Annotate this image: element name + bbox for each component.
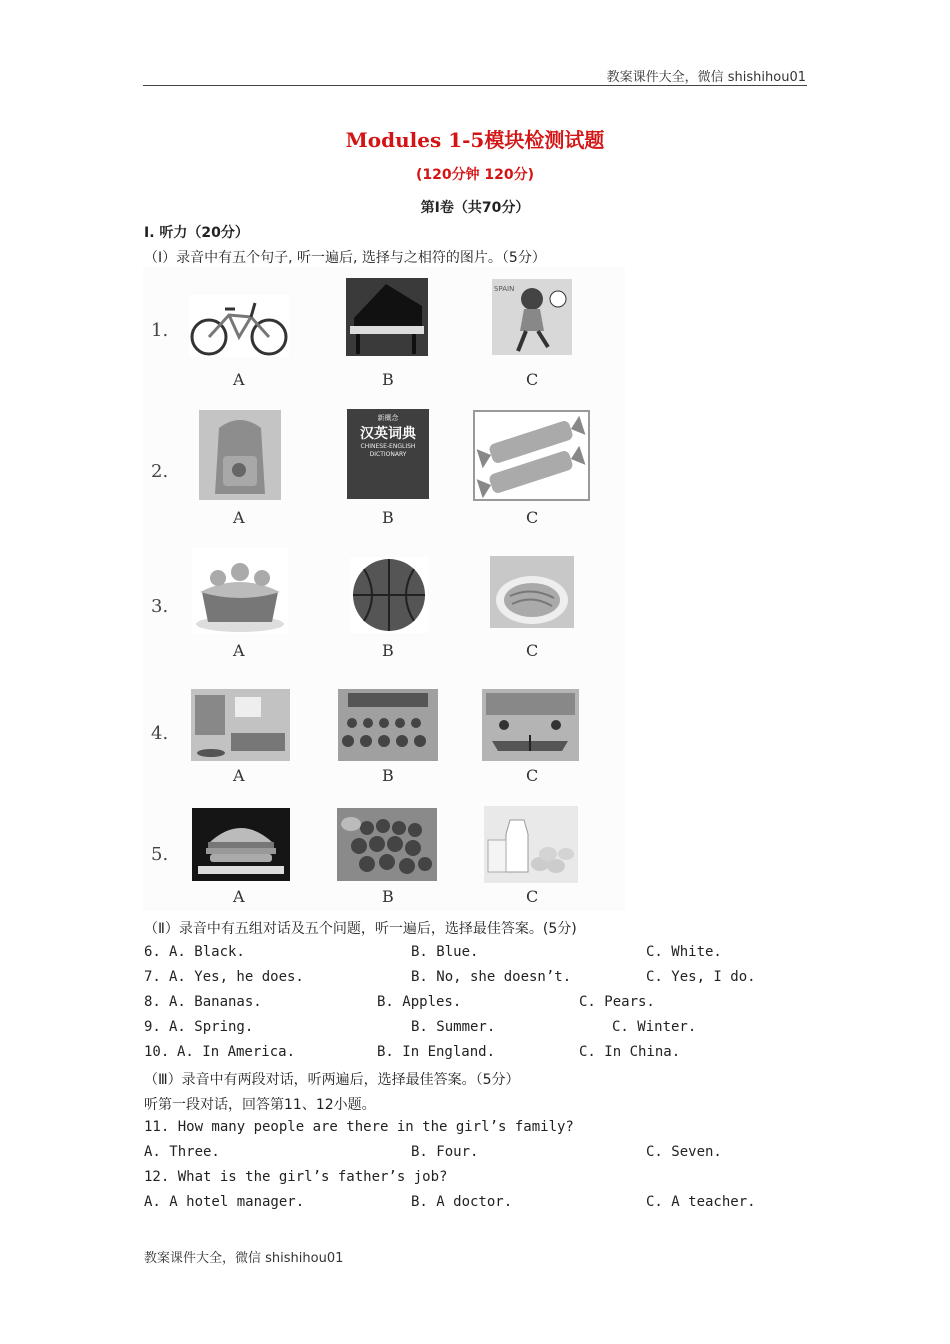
dictionary-title: 汉英词典 [360,426,416,442]
question-stem: 11. How many people are there in the girl’s family? [144,1119,574,1135]
page-title-text: Modules 1-5模块检测试题 [345,128,605,152]
option-a: A. Black. [169,944,245,960]
option-label: B [382,887,394,906]
hamburger-picture [192,808,290,881]
row-number: 3. [151,596,169,617]
row-number: 4. [151,723,169,744]
row-number: 5. [151,844,169,865]
option-label: C [526,370,539,389]
listening-instruction-2: （Ⅱ）录音中有五组对话及五个问题，听一遍后，选择最佳答案。(5分) [144,921,577,937]
row-number: 2. [151,461,169,482]
option-label: C [526,641,539,660]
page-header: 教案课件大全，微信 shishihou01 [606,70,806,85]
question-number: 10. [144,1044,170,1060]
dialog-instruction: 听第一段对话，回答第11、12小题。 [144,1097,376,1113]
option-b: B. Blue. [411,944,479,960]
option-label: A [233,766,245,785]
option-label: B [382,766,394,785]
dictionary-subtitle-1: CHINESE-ENGLISH [360,443,416,450]
bicycle-picture [189,295,289,357]
classroom-picture [338,689,438,761]
listening-instruction-1: （Ⅰ）录音中有五个句子, 听一遍后, 选择与之相符的图片。（5分） [144,250,546,266]
question-number: 9. [144,1019,161,1035]
header-divider [143,85,807,86]
page-title [0,124,950,153]
option-a: A. A hotel manager. [144,1194,305,1210]
option-b: B. Four. [411,1144,479,1160]
option-c: C. Yes, I do. [646,969,756,985]
fruit-picture [337,808,437,881]
table-tennis-picture [482,689,579,761]
option-b: B. A doctor. [411,1194,513,1210]
option-b: B. Summer. [411,1019,496,1035]
option-c: C. Winter. [612,1019,697,1035]
option-label: C [526,766,539,785]
option-b: B. In England. [377,1044,496,1060]
option-label: B [382,370,394,389]
part-title: 第Ⅰ卷（共70分） [420,200,530,216]
option-a: A. Yes, he does. [169,969,304,985]
option-c: C. Seven. [646,1144,722,1160]
option-label: C [526,508,539,527]
option-label: C [526,887,539,906]
option-label: A [233,641,245,660]
dictionary-subtitle-2: DICTIONARY [369,451,407,458]
piano-picture [346,278,428,356]
option-a: A. In America. [177,1044,296,1060]
option-label: A [233,370,245,389]
option-c: C. Pears. [579,994,655,1010]
bedroom-picture [191,689,290,761]
option-label: B [382,641,394,660]
exam-duration-score: (120分钟 120分) [415,167,535,183]
option-c: C. In China. [579,1044,681,1060]
option-a: A. Spring. [169,1019,254,1035]
football-player-picture [492,279,572,355]
question-number: 7. [144,969,161,985]
candy-picture [473,410,590,501]
listening-instruction-3: （Ⅲ）录音中有两段对话，听两遍后，选择最佳答案。（5分） [144,1072,520,1088]
question-number: 6. [144,944,161,960]
question-stem: 12. What is the girl’s father’s job? [144,1169,448,1185]
noodles-picture [490,556,574,628]
option-b: B. No, she doesn’t. [411,969,572,985]
page-footer: 教案课件大全，微信 shishihou01 [144,1251,344,1266]
option-label: B [382,508,394,527]
listening-heading: Ⅰ. 听力（20分） [144,225,249,241]
basketball-picture [350,557,428,633]
ball-brand-text: SPAIN [494,285,515,293]
option-b: B. Apples. [377,994,462,1010]
cake-picture [192,548,288,634]
option-c: C. A teacher. [646,1194,756,1210]
schoolbag-picture [199,410,281,500]
option-label: A [233,508,245,527]
option-c: C. White. [646,944,722,960]
milk-eggs-picture [484,806,578,883]
option-a: A. Bananas. [169,994,262,1010]
dictionary-small-title: 新概念 [377,414,399,422]
dictionary-picture [347,409,429,499]
option-a: A. Three. [144,1144,220,1160]
option-label: A [233,887,245,906]
question-number: 8. [144,994,161,1010]
row-number: 1. [151,320,169,341]
